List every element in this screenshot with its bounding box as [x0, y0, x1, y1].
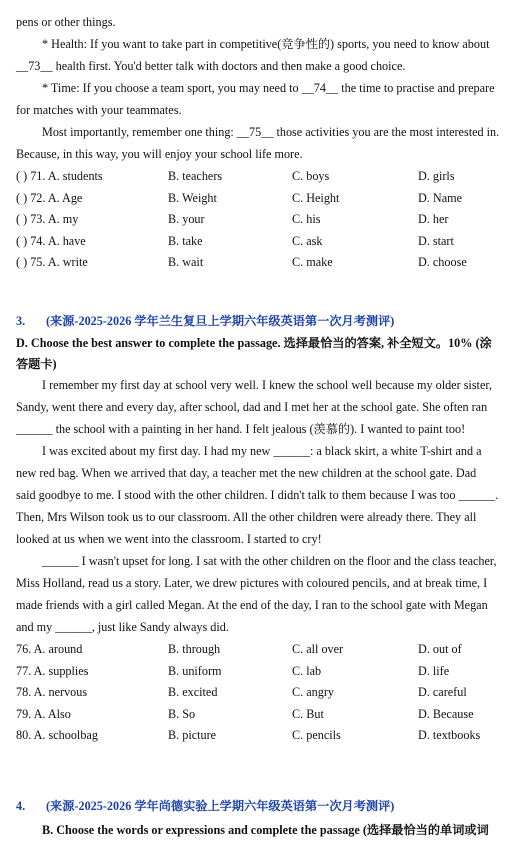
option-a: ( ) 73. A. my: [16, 212, 79, 226]
option-row: [16, 209, 516, 231]
passage-line: Then, Mrs Wilson took us to our classroom. All the other children were already there. They all: [16, 510, 477, 524]
passage-line: * Time: If you choose a team sport, you may need to __74__ the time to practise and prepare: [42, 81, 495, 95]
option-c: C. Height: [292, 190, 340, 205]
passage-line: pens or other things.: [16, 15, 116, 29]
option-c: C. ask: [292, 233, 323, 248]
passage-line: ______ I wasn't upset for long. I sat with the other children on the floor and the class teacher,: [42, 554, 497, 568]
section-instruction: B. Choose the words or expressions and complete the passage (选择最恰当的单词或词: [42, 823, 489, 837]
section-source: (来源-2025-2026 学年兰生复旦上学期六年级英语第一次月考测评): [46, 314, 395, 328]
option-a: 76. A. around: [16, 642, 83, 656]
option-b: B. Weight: [168, 190, 217, 205]
passage-line: Because, in this way, you will enjoy your school life more.: [16, 147, 303, 161]
option-b: B. excited: [168, 685, 218, 699]
passage-line: I remember my first day at school very well. I knew the school well because my older sister,: [42, 378, 492, 392]
options-table-2: [16, 639, 516, 747]
option-a: 79. A. Also: [16, 706, 71, 721]
option-a: 78. A. nervous: [16, 685, 88, 699]
option-b: B. take: [168, 233, 203, 248]
option-row: [16, 188, 516, 210]
passage-line: __73__ health first. You'd better talk with doctors and then make a good choice.: [16, 59, 406, 73]
passage-line: Sandy, went there and every day, after school, dad and I met her at the school gate. She often ran: [16, 400, 488, 414]
option-a: ( ) 75. A. write: [16, 255, 88, 269]
section-source: (来源-2025-2026 学年尚德实验上学期六年级英语第一次月考测评): [46, 799, 395, 813]
option-row: [16, 166, 516, 188]
option-row: [16, 725, 516, 747]
option-row: [16, 661, 516, 683]
option-c: C. all over: [292, 642, 344, 656]
passage-line: and my ______, just like Sandy always did.: [16, 620, 229, 634]
option-c: C. boys: [292, 169, 330, 183]
option-d: D. choose: [418, 255, 467, 269]
options-table-1: [16, 166, 516, 274]
passage-line: new red bag. When we arrived that day, a teacher met the new children at the school gate. Dad: [16, 466, 477, 480]
option-b: B. your: [168, 212, 205, 226]
passage-line: Most importantly, remember one thing: __75__ those activities you are the most interested in.: [42, 125, 500, 139]
option-d: D. Because: [418, 706, 474, 721]
section-instruction: D. Choose the best answer to complete the passage. 选择最恰当的答案, 补全短文。10% (涂: [16, 336, 492, 350]
option-d: D. her: [418, 212, 449, 226]
option-c: C. pencils: [292, 728, 341, 742]
option-b: B. So: [168, 706, 196, 721]
option-c: C. But: [292, 706, 324, 721]
option-a: ( ) 72. A. Age: [16, 190, 83, 205]
passage-line: for matches with your teammates.: [16, 103, 182, 117]
option-row: [16, 639, 516, 661]
section-3-header: [16, 312, 394, 329]
option-row: [16, 231, 516, 253]
option-b: B. teachers: [168, 169, 223, 183]
option-d: D. start: [418, 233, 454, 248]
option-row: [16, 704, 516, 726]
passage-line: looked at us when we went into the classroom. I started to cry!: [16, 532, 322, 546]
option-a: ( ) 71. A. students: [16, 169, 103, 183]
section-4-header: [16, 797, 394, 814]
section-instruction: 答题卡): [16, 357, 57, 371]
option-d: D. Name: [418, 190, 462, 205]
option-c: C. make: [292, 255, 333, 269]
option-d: D. careful: [418, 685, 467, 699]
option-a: ( ) 74. A. have: [16, 233, 86, 248]
option-d: D. life: [418, 663, 450, 678]
option-c: C. angry: [292, 685, 334, 699]
section-number: 4.: [16, 799, 26, 813]
option-d: D. textbooks: [418, 728, 481, 742]
passage-line: ______ the school with a painting in her hand. I felt jealous (羡慕的). I wanted to paint too!: [16, 422, 466, 436]
option-b: B. picture: [168, 728, 217, 742]
section-number: 3.: [16, 314, 26, 328]
option-d: D. girls: [418, 169, 455, 183]
passage-line: * Health: If you want to take part in competitive(竞争性的) sports, you need to know about: [42, 37, 490, 51]
option-a: 80. A. schoolbag: [16, 728, 98, 742]
passage-line: Miss Holland, read us a story. Later, we drew pictures with coloured pencils, and at break time, I: [16, 576, 488, 590]
passage-line: I was excited about my first day. I had my new ______: a black skirt, a white T-shirt and a: [42, 444, 482, 458]
option-a: 77. A. supplies: [16, 663, 89, 678]
option-c: C. his: [292, 212, 321, 226]
option-row: [16, 682, 516, 704]
option-c: C. lab: [292, 663, 322, 678]
passage-line: said goodbye to me. I stood with the other children. I didn't talk to them because I was too ______.: [16, 488, 499, 502]
passage-line: made friends with a girl called Megan. At the end of the day, I ran to the school gate with Megan: [16, 598, 488, 612]
option-row: [16, 252, 516, 274]
option-b: B. through: [168, 642, 221, 656]
option-b: B. uniform: [168, 663, 222, 678]
option-b: B. wait: [168, 255, 204, 269]
option-d: D. out of: [418, 642, 462, 656]
